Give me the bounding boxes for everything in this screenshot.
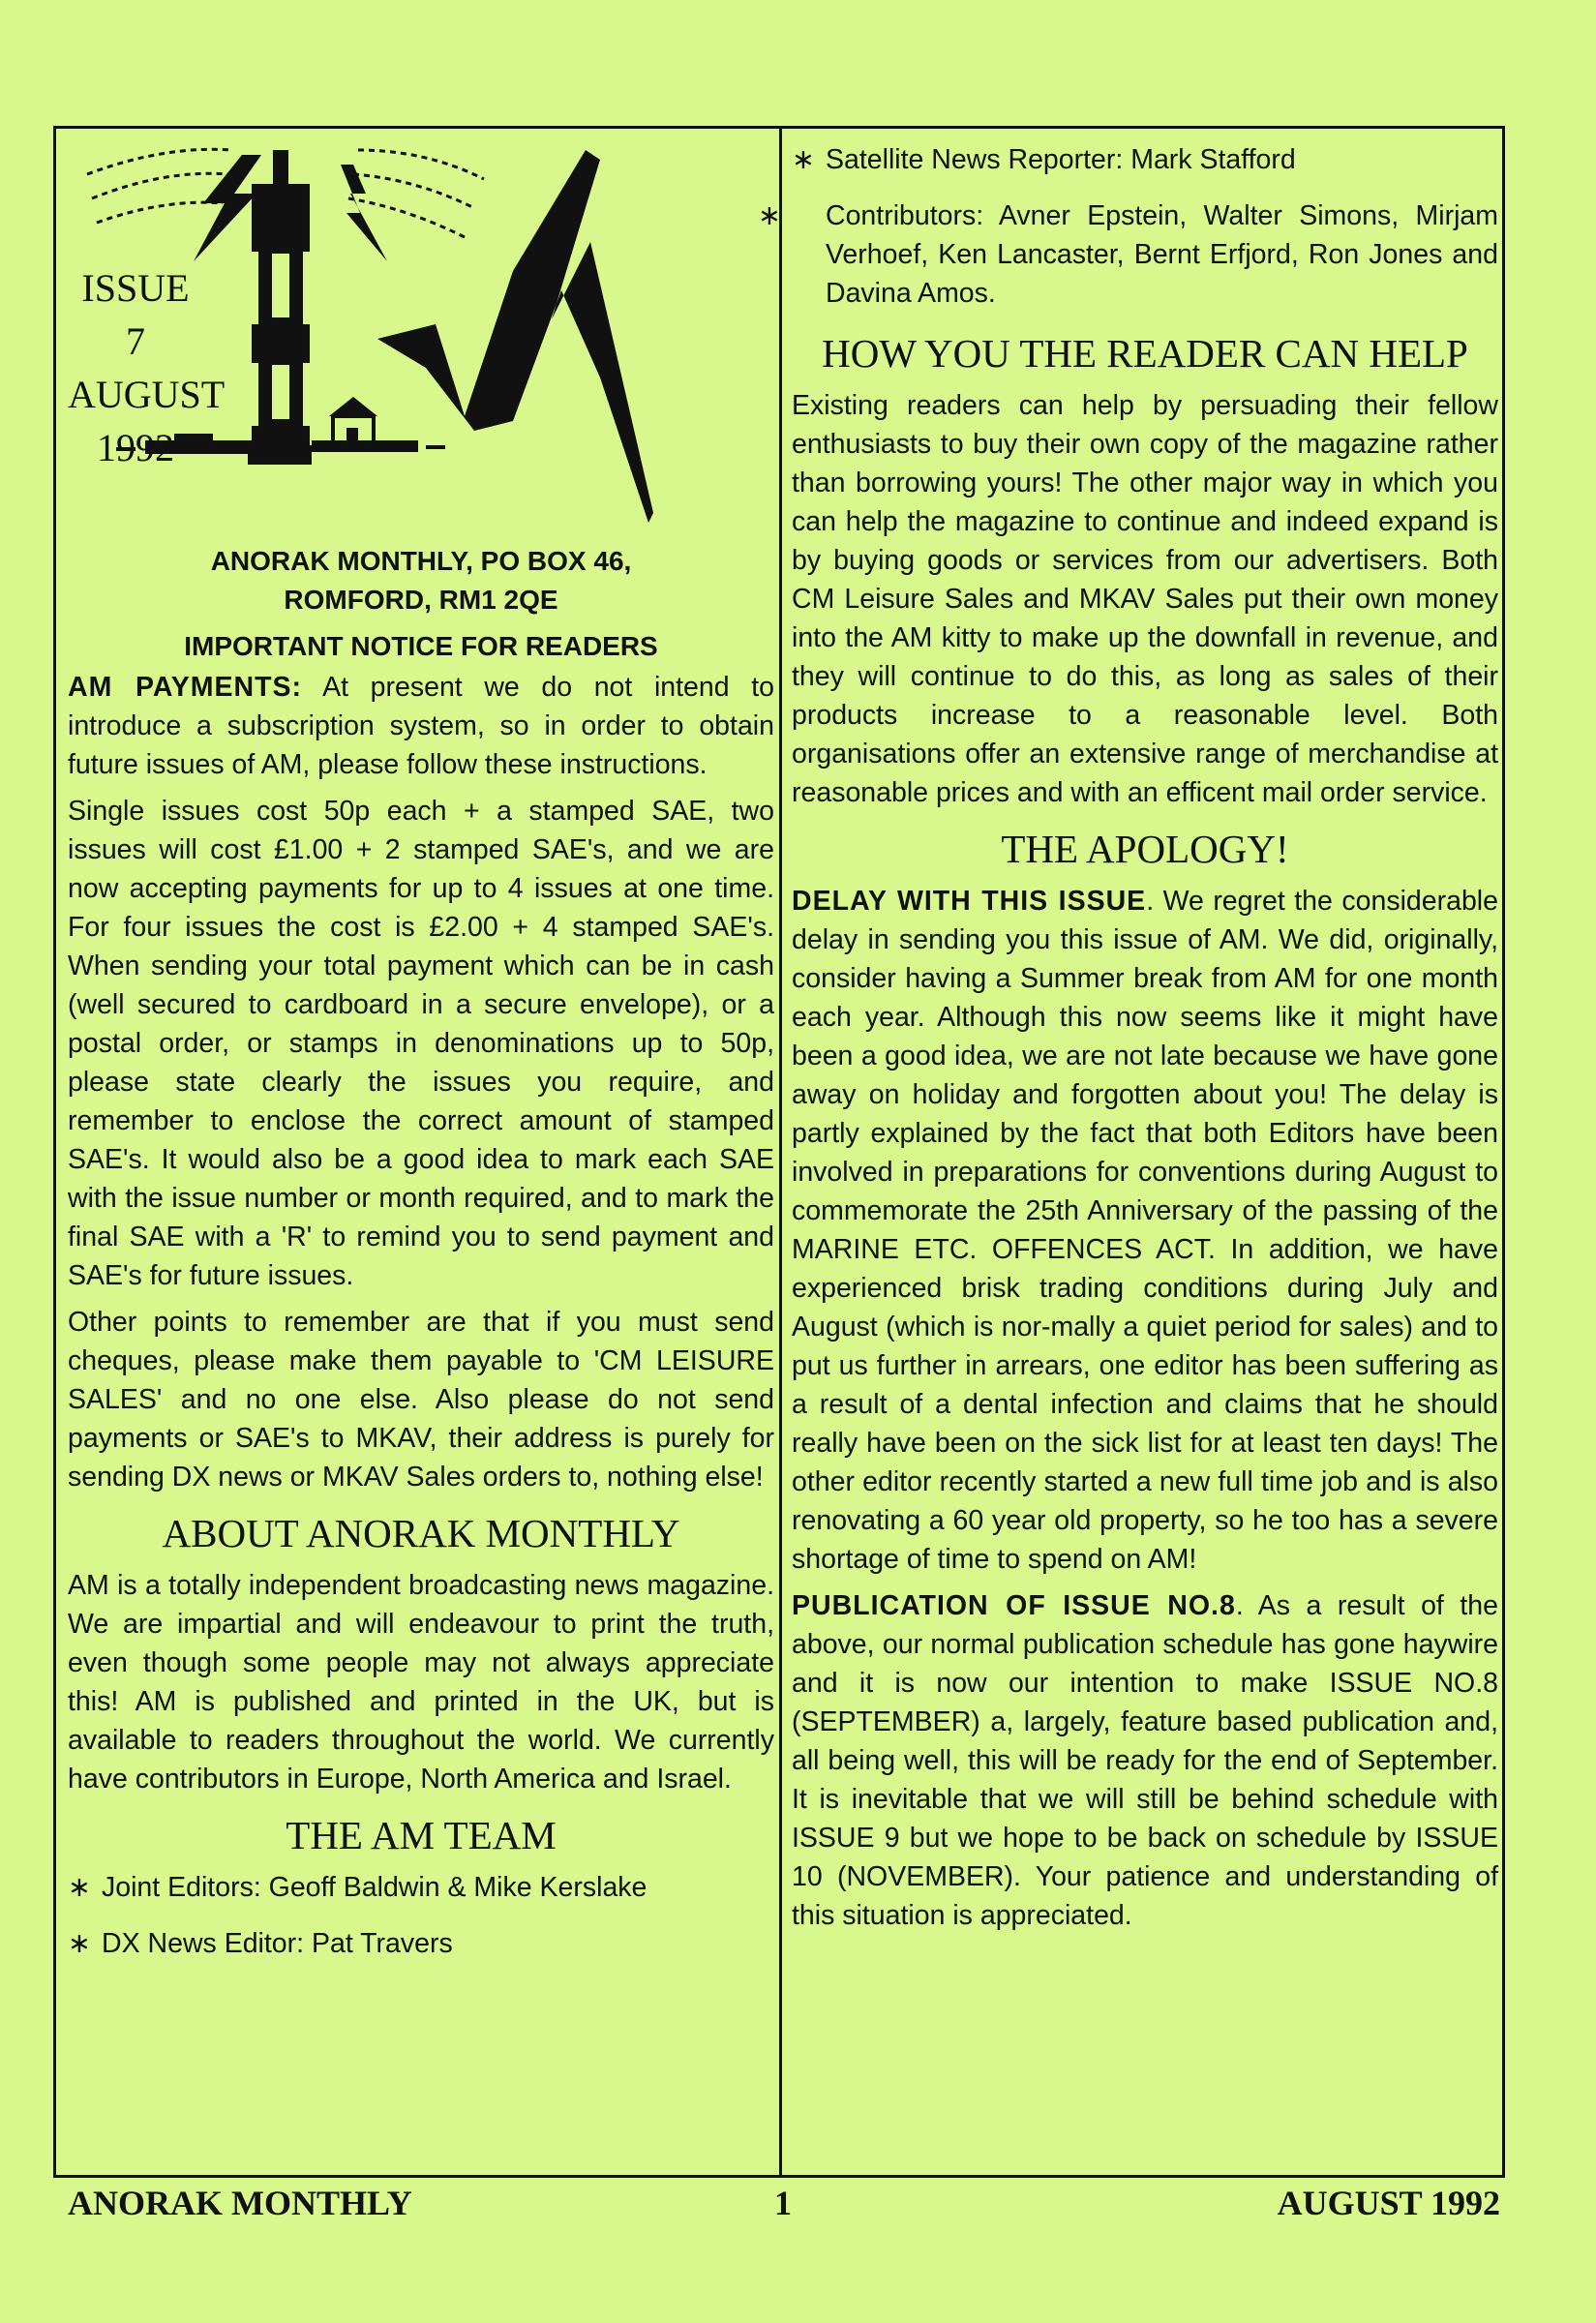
notice-paragraph-2: Single issues cost 50p each + a stamped SAE, two issues will cost £1.00 + 2 stamped SAE's, and we are now accepting payments for up to 4 issues at one time. For four issues the cost is £2.00 + 4 stamped SAE's. When sending your total payment which can be in cash (well secured to cardboard in a secure envelope), or a postal order, or stamps in denominations up to 50p, please state clearly the issues you require, and remember to enclose the correct amount of stamped SAE's. It would also be a good idea to mark each SAE with the issue number or month required, and to mark the final SAE with a 'R' to remind you to send payment and SAE's for future issues. — [68, 796, 774, 1291]
masthead — [68, 126, 774, 542]
bullet-star-icon: ∗ — [758, 200, 781, 231]
help-paragraph: Existing readers can help by persuading their fellow enthusiasts to buy their own copy of the magazine rather than borrowing yours! The other major way in which you can help the magazine to continue and indeed expand is by buying goods or services from our advertisers. Both CM Leisure Sales and MKAV Sales put their own money into the AM kitty to make up the downfall in revenue, and they will continue to do this, as long as sales of their products increase to a reasonable level. Both organisations offer an extensive range of merchandise at reasonable prices and with an efficent mail order service. — [792, 390, 1498, 808]
apology-lead-2: PUBLICATION OF ISSUE NO.8 — [792, 1590, 1236, 1621]
apology-text-2: . As a result of the above, our normal publication schedule has gone haywire and it is now our intention to make ISSUE NO.8 (SEPTEMBER) a, largely, feature based publication and, all being well, this will be ready for the end of September. It is inevitable that we will still be behind schedule with ISSUE 9 but we hope to be back on schedule by ISSUE 10 (NOVEMBER). Your patience and understanding of this situation is appreciated. — [792, 1590, 1498, 1931]
lightning-right-icon — [341, 165, 387, 261]
lightning-left-icon — [194, 155, 261, 261]
team-item-text: DX News Editor: Pat Travers — [102, 1928, 453, 1959]
left-column — [68, 126, 774, 1980]
footer-title: ANORAK MONTHLY — [68, 2184, 412, 2222]
notice-paragraph-1 — [68, 668, 774, 784]
team-item-text: Joint Editors: Geoff Baldwin & Mike Kerslake — [102, 1872, 647, 1903]
bullet-star-icon: ∗ — [792, 144, 815, 175]
help-title: HOW YOU THE READER CAN HELP — [822, 331, 1468, 376]
issue-info — [68, 261, 226, 474]
team-item-text: Satellite News Reporter: Mark Stafford — [826, 144, 1296, 175]
team-item-text: Contributors: Avner Epstein, Walter Simons, Mirjam Verhoef, Ken Lancaster, Bernt Erfjord, Ron Jones and Davina Amos. — [826, 200, 1498, 309]
notice-title: IMPORTANT NOTICE FOR READERS — [184, 631, 658, 661]
team-item — [68, 1868, 774, 1907]
footer-date: AUGUST 1992 — [1277, 2184, 1500, 2222]
notice-paragraph-3: Other points to remember are that if you must send cheques, please make them payable to 'CM LEISURE SALES' and no one else. Also please do not send payments or SAE's to MKAV, their address is purely for sending DX news or MKAV Sales orders to, nothing else! — [68, 1307, 774, 1493]
radio-waves-right-icon — [348, 150, 484, 237]
address-line2: ROMFORD, RM1 2QE — [284, 585, 558, 615]
team-item — [68, 1924, 774, 1963]
notice-lead: AM PAYMENTS: — [68, 672, 303, 703]
issue-month: AUGUST — [68, 373, 226, 416]
apology-title: THE APOLOGY! — [1001, 827, 1289, 871]
right-column — [758, 126, 1498, 1943]
page-number: 1 — [774, 2184, 792, 2222]
column-divider — [779, 126, 782, 2178]
team-item — [758, 196, 1498, 313]
about-title: ABOUT ANORAK MONTHLY — [162, 1511, 680, 1555]
tower-icon — [248, 150, 312, 465]
about-paragraph: AM is a totally independent broadcasting news magazine. We are impartial and will endeavour to print the truth, even though some people may not always appreciate this! AM is published and printed in the UK, but is available to readers throughout the world. We currently have contributors in Europe, North America and Israel. — [68, 1570, 774, 1795]
address — [68, 542, 774, 619]
issue-number: ISSUE 7 — [81, 266, 190, 363]
bullet-star-icon: ∗ — [68, 1928, 91, 1959]
notice-text-1: At present we do not intend to introduce a subscription system, so in order to obtain future issues of AM, please follow these instructions. — [68, 672, 774, 780]
bullet-star-icon: ∗ — [68, 1872, 91, 1903]
apology-text-1: . We regret the considerable delay in sending you this issue of AM. We did, originally, consider having a Summer break from AM for one month each year. Although this now seems like it might have been a good idea, we are not late because we have gone away on holiday and forgotten about you! The delay is partly explained by the fact that both Editors have been involved in preparations for conventions during August to commemorate the 25th Anniversary of the passing of the MARINE ETC. OFFENCES ACT. In addition, we have experienced brisk trading conditions during July and August (which is nor-mally a quiet period for sales) and to put us further in arrears, one editor has been suffering as a result of a dental infection and claims that he should really have been on the sick list for at least ten days! The other editor recently started a new full time job and is also renovating a 60 year old property, so he too has a severe shortage of time to spend on AM! — [792, 886, 1498, 1575]
apology-lead-1: DELAY WITH THIS ISSUE — [792, 886, 1147, 917]
m-letter-icon — [377, 150, 653, 523]
address-line1: ANORAK MONTHLY, PO BOX 46, — [210, 546, 632, 576]
apology-paragraph-1 — [792, 882, 1498, 1579]
radio-waves-left-icon — [87, 149, 232, 223]
team-title: THE AM TEAM — [286, 1813, 557, 1857]
apology-paragraph-2 — [792, 1586, 1498, 1935]
team-item — [792, 140, 1498, 179]
issue-year: 1992 — [97, 426, 174, 469]
